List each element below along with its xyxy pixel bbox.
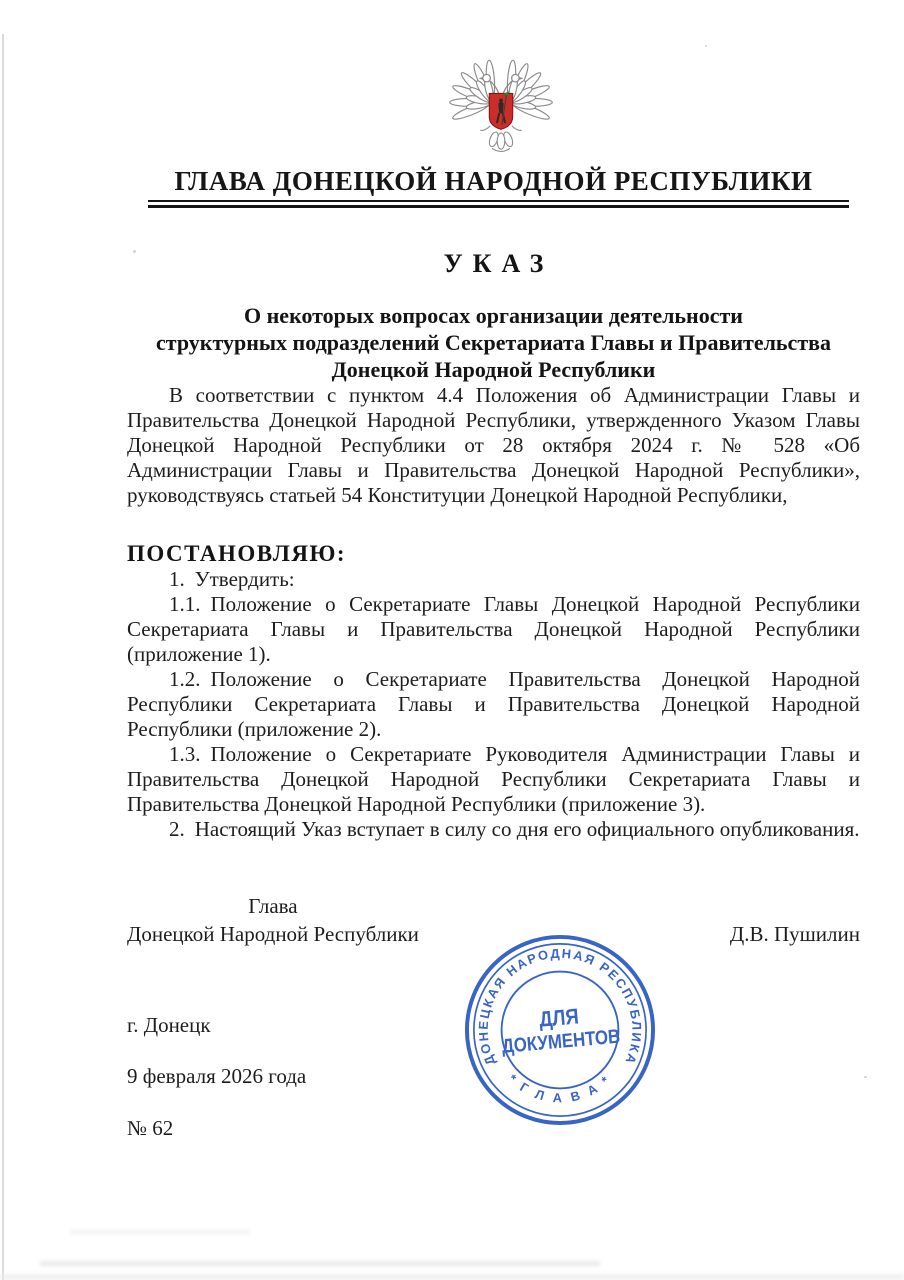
scan-speckle: [705, 45, 707, 47]
stamp-center-text: [499, 1002, 621, 1058]
scan-smudge: [70, 1230, 250, 1234]
item-number: 1.: [169, 567, 185, 591]
dnr-coat-of-arms-emblem: [438, 50, 564, 162]
doc-title-line: Донецкой Народной Республики: [331, 357, 656, 382]
document-number: № 62: [127, 1116, 174, 1140]
item-text: Положение о Секретариате Руководителя Администрации Главы и Правительства Донецкой Народной Республики Секретариата Главы и Правительства Донецкой Народной Республики (приложение 3).: [127, 742, 860, 816]
item-text: Настоящий Указ вступает в силу со дня его официального опубликования.: [194, 817, 860, 841]
decree-item-1: [127, 567, 860, 592]
item-number: 1.2.: [169, 667, 201, 691]
item-number: 2.: [169, 817, 185, 841]
doc-title-line: структурных подразделений Секретариата Главы и Правительства: [155, 330, 832, 355]
signing-place: г. Донецк: [127, 1013, 211, 1037]
signatory-post-line: Глава: [248, 894, 298, 918]
decree-item-1-1: [127, 592, 860, 667]
resolution-word: ПОСТАНОВЛЯЮ:: [127, 541, 347, 566]
scan-speckle: [133, 250, 136, 253]
decree-item-1-2: [127, 667, 860, 742]
scan-speckle: [864, 1076, 867, 1078]
item-number: 1.1.: [169, 592, 201, 616]
item-text: Положение о Секретариате Главы Донецкой Народной Республики Секретариата Главы и Правительства Донецкой Народной Республики (приложение 1).: [127, 592, 860, 666]
preamble-paragraph: В соответствии с пунктом 4.4 Положения об Администрации Главы и Правительства Донецкой Народной Республики, утвержденного Указом Главы Донецкой Народной Республики от 28 октября 2024 г. № 528 «Об Администрации Главы и Правительства Донецкой Народной Республики», руководствуясь статьей 54 Конституции Донецкой Народной Республики,: [127, 383, 860, 507]
doc-type-title: УКАЗ: [443, 249, 554, 278]
stamp-bottom-text: * Г Л А В А *: [505, 1071, 615, 1106]
signing-date: 9 февраля 2026 года: [127, 1064, 307, 1088]
svg-text:ДОКУМЕНТОВ: ДОКУМЕНТОВ: [500, 1024, 622, 1058]
header-rule: [148, 200, 849, 208]
item-number: 1.3.: [169, 742, 201, 766]
item-text: Положение о Секретариате Правительства Донецкой Народной Республики Секретариата Главы и Правительства Донецкой Народной Республики (приложение 2).: [127, 667, 860, 741]
scan-smudge: [40, 1261, 600, 1266]
signatory-name: Д.В. Пушилин: [729, 922, 860, 946]
decree-item-2: [127, 817, 860, 842]
official-round-stamp: [461, 931, 659, 1129]
svg-text:ДЛЯ: ДЛЯ: [538, 1005, 580, 1033]
doc-title: [127, 302, 860, 383]
eagle-shield: [489, 91, 512, 129]
decree-item-1-3: [127, 742, 860, 817]
scan-edge-line: [2, 34, 4, 1280]
item-text: Утвердить:: [194, 567, 295, 591]
signatory-post-line: Донецкой Народной Республики: [127, 922, 419, 946]
scan-smudge: [0, 1274, 904, 1280]
org-header: ГЛАВА ДОНЕЦКОЙ НАРОДНОЙ РЕСПУБЛИКИ: [174, 166, 813, 196]
stamp-ring-text: ДОНЕЦКАЯ НАРОДНАЯ РЕСПУБЛИКА: [475, 945, 645, 1068]
doc-title-line: О некоторых вопросах организации деятельности: [244, 303, 743, 328]
signatory-post: [127, 892, 419, 948]
